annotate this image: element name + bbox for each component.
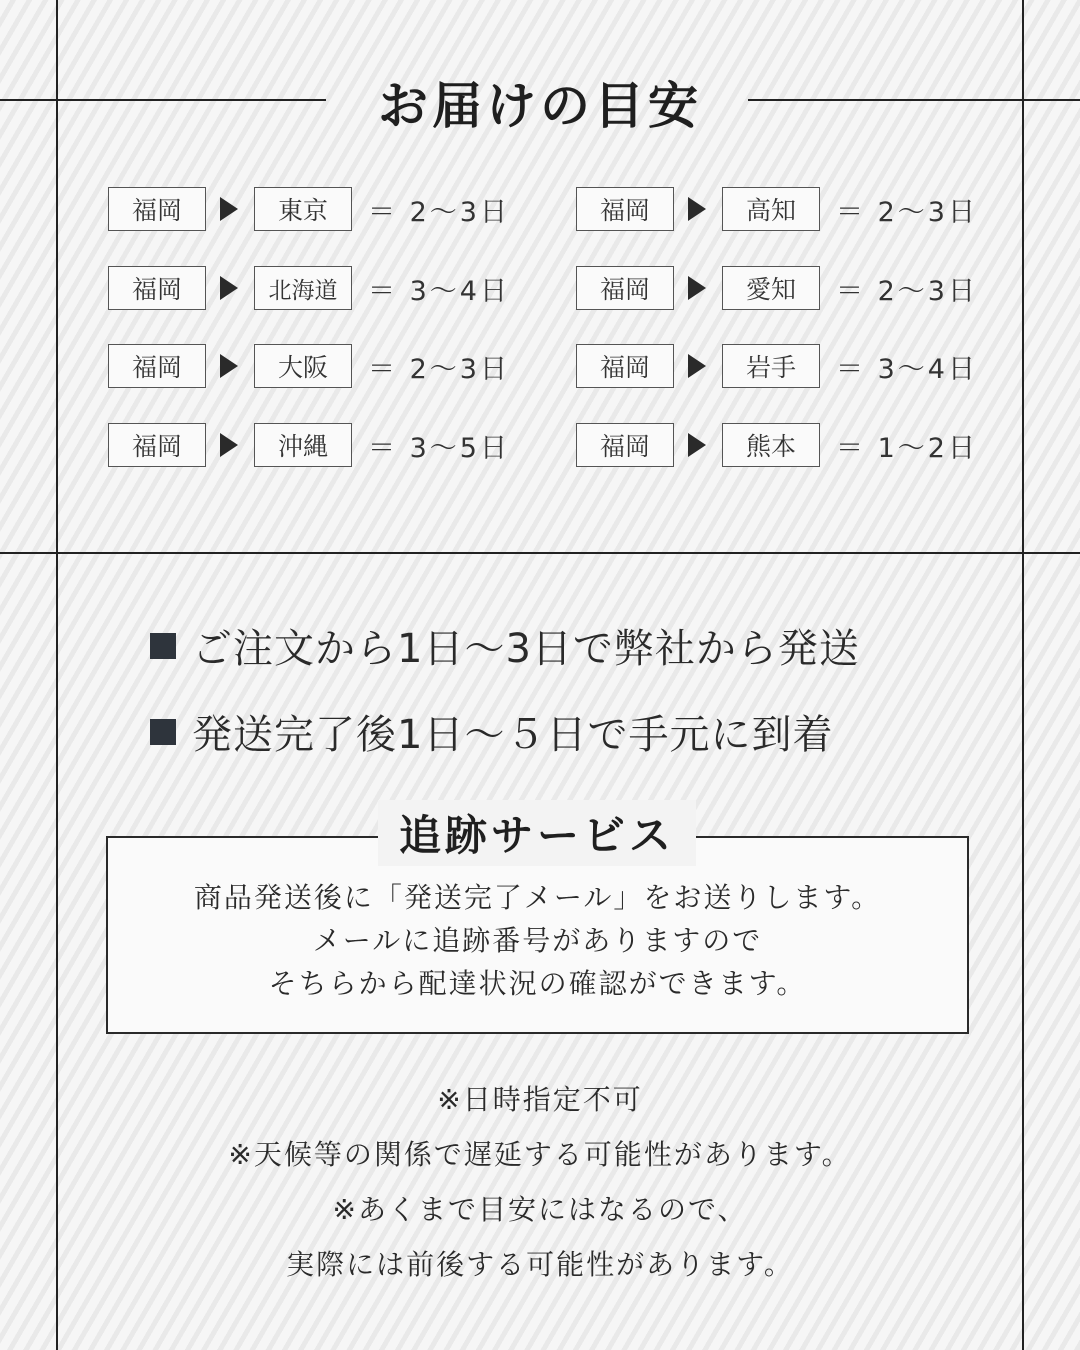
page-title: お届けの目安: [378, 77, 702, 135]
route-row: [576, 422, 978, 468]
delivery-days: ＝ 2〜3日: [368, 353, 510, 385]
route-row: [108, 422, 510, 468]
destination-box: 東京: [254, 187, 352, 231]
arrow-right-icon: [220, 433, 238, 457]
note-line: 実際には前後する可能性があります。: [286, 1248, 794, 1281]
origin-box: 福岡: [576, 344, 674, 388]
bullet-text: 発送完了後1日〜５日で手元に到着: [192, 712, 834, 758]
arrow-right-icon: [220, 276, 238, 300]
square-bullet-icon: [150, 719, 176, 745]
destination-box: 岩手: [722, 344, 820, 388]
arrow-right-icon: [688, 433, 706, 457]
delivery-days: ＝ 2〜3日: [836, 196, 978, 228]
tracking-line: 商品発送後に「発送完了メール」をお送りします。: [193, 881, 882, 914]
arrow-right-icon: [688, 354, 706, 378]
title-rule-right: [748, 99, 1080, 101]
tracking-line: そちらから配達状況の確認ができます。: [268, 967, 807, 1000]
destination-box: 愛知: [722, 266, 820, 310]
destination-box: 沖縄: [254, 423, 352, 467]
arrival-bullet: [150, 703, 833, 760]
delivery-days: ＝ 2〜3日: [836, 275, 978, 307]
delivery-days: ＝ 3〜4日: [836, 353, 978, 385]
origin-box: 福岡: [576, 423, 674, 467]
delivery-days: ＝ 2〜3日: [368, 196, 510, 228]
arrow-right-icon: [688, 276, 706, 300]
route-row: [108, 343, 510, 389]
bullet-text: ご注文から1日〜3日で弊社から発送: [192, 626, 860, 672]
note-line: ※天候等の関係で遅延する可能性があります。: [228, 1138, 852, 1171]
title-rule-left: [0, 99, 326, 101]
tracking-line: メールに追跡番号がありますので: [312, 924, 763, 957]
delivery-days: ＝ 3〜4日: [368, 275, 510, 307]
section-divider: [0, 552, 1080, 554]
route-row: [576, 186, 978, 232]
shipping-bullet: [150, 617, 860, 674]
origin-box: 福岡: [576, 187, 674, 231]
origin-box: 福岡: [108, 344, 206, 388]
origin-box: 福岡: [108, 266, 206, 310]
destination-box: 北海道: [254, 266, 352, 310]
origin-box: 福岡: [576, 266, 674, 310]
route-row: [576, 343, 978, 389]
route-row: [108, 265, 510, 311]
square-bullet-icon: [150, 633, 176, 659]
route-row: [576, 265, 978, 311]
origin-box: 福岡: [108, 187, 206, 231]
note-line: ※あくまで目安にはなるので、: [332, 1193, 748, 1226]
destination-box: 熊本: [722, 423, 820, 467]
delivery-days: ＝ 3〜5日: [368, 432, 510, 464]
destination-box: 大阪: [254, 344, 352, 388]
delivery-days: ＝ 1〜2日: [836, 432, 978, 464]
route-row: [108, 186, 510, 232]
arrow-right-icon: [220, 197, 238, 221]
tracking-title: 追跡サービス: [378, 800, 696, 866]
origin-box: 福岡: [108, 423, 206, 467]
destination-box: 高知: [722, 187, 820, 231]
arrow-right-icon: [688, 197, 706, 221]
note-line: ※日時指定不可: [437, 1083, 643, 1116]
arrow-right-icon: [220, 354, 238, 378]
